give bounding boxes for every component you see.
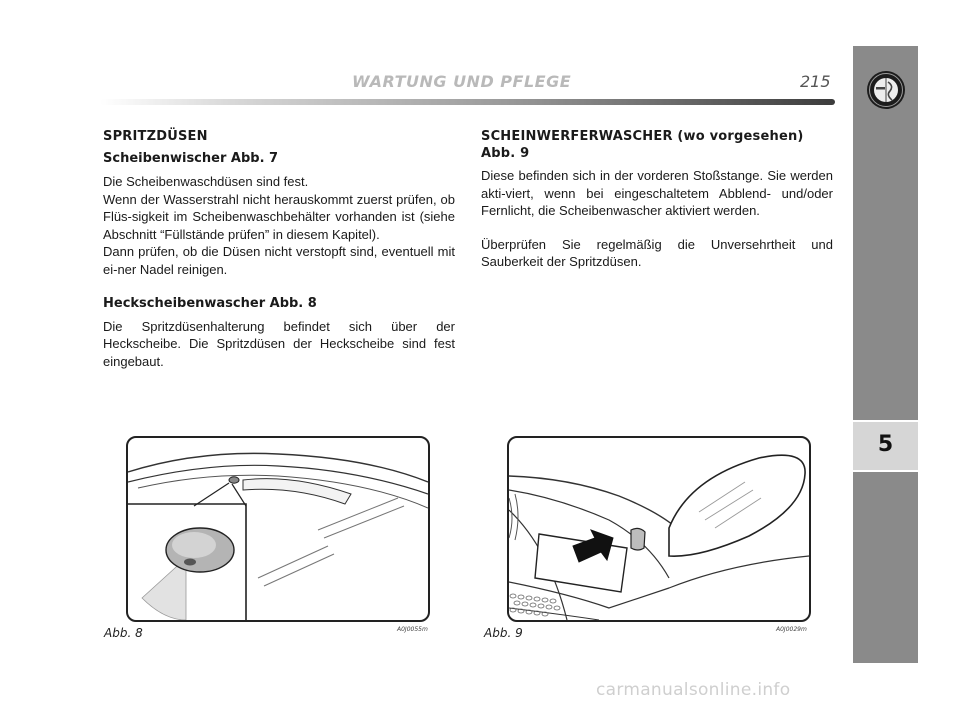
paragraph: Diese befinden sich in der vorderen Stoßstange. Sie werden akti-viert, wenn bei eingeschaltetem Abblend- und/oder Fernlicht, die Scheibenwascher aktiviert werden. — [481, 168, 833, 219]
figure-headlamp-washer — [507, 436, 811, 622]
rear-washer-illustration — [128, 438, 428, 620]
subsection-heading-windscreen: Scheibenwischer Abb. 7 — [103, 151, 279, 166]
alfa-romeo-logo-icon — [866, 70, 906, 110]
chapter-number: 5 — [877, 432, 894, 457]
header-divider — [100, 99, 835, 105]
page-number: 215 — [800, 72, 831, 91]
paragraph: Überprüfen Sie regelmäßig die Unversehrtheit und Sauberkeit der Spritzdüsen. — [481, 236, 833, 270]
paragraph: Die Scheibenwaschdüsen sind fest. — [103, 174, 309, 189]
paragraph: Wenn der Wasserstrahl nicht herauskommt zuerst prüfen, ob Flüs-sigkeit im Scheibenwaschbehälter vorhanden ist (siehe Abschnitt “Füllstände prüfen” in diesem Kapitel). — [103, 191, 455, 242]
chapter-sidebar — [853, 46, 918, 663]
figure-code: A0J0055m — [397, 626, 428, 633]
figure-caption: Abb. 8 — [104, 626, 143, 640]
paragraph: Dann prüfen, ob die Düsen nicht verstopft sind, eventuell mit ei-ner Nadel reinigen. — [103, 244, 455, 277]
figure-code: A0J0029m — [776, 626, 807, 633]
section-heading: SPRITZDÜSEN — [103, 129, 208, 144]
headlamp-washer-illustration — [509, 438, 809, 620]
subsection-heading-rear-window: Heckscheibenwascher Abb. 8 — [103, 295, 317, 311]
page-title: WARTUNG UND PFLEGE — [352, 72, 572, 91]
right-column — [481, 128, 833, 271]
figure-rear-washer — [126, 436, 430, 622]
watermark: carmanualsonline.info — [596, 680, 791, 700]
paragraph: Die Spritzdüsenhalterung befindet sich über der Heckscheibe. Die Spritzdüsen der Heckscheibe sind fest eingebaut. — [103, 318, 455, 369]
figure-caption: Abb. 9 — [484, 626, 523, 640]
left-column — [103, 128, 455, 370]
section-heading: SCHEINWERFERWASCHER (wo vorgesehen) Abb. 9 — [481, 129, 804, 161]
